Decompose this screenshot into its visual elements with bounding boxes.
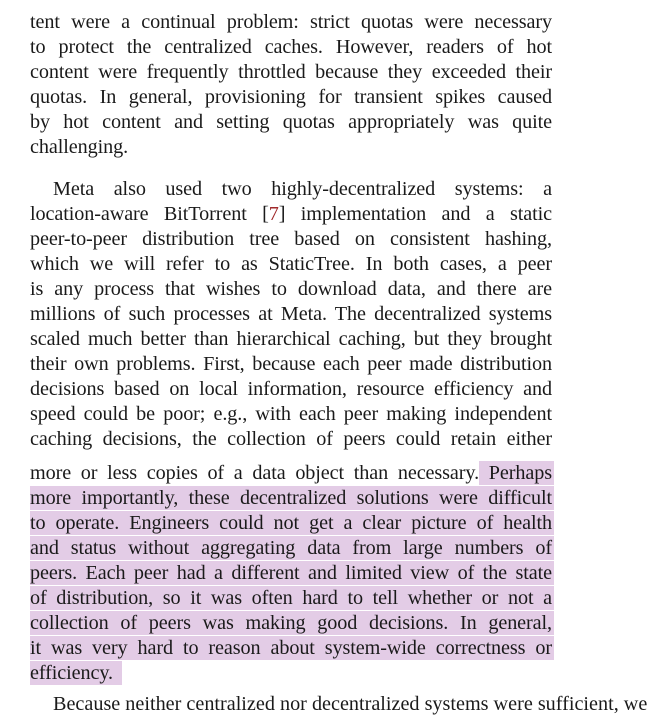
highlighted-line: to operate. Engineers could not get a clear picture of health xyxy=(30,512,552,534)
text-line: challenging. xyxy=(30,136,129,158)
text-line: decisions based on local information, resource efficiency and xyxy=(30,378,552,400)
text-line: by hot content and setting quotas appropriately was quite xyxy=(30,111,552,133)
text-line xyxy=(30,461,552,485)
highlighted-line: and status without aggregating data from large numbers of xyxy=(30,537,552,559)
highlighted-line: more importantly, these decentralized solutions were difficult xyxy=(30,487,552,509)
cut-off-text-line xyxy=(30,692,647,715)
text-line: speed could be poor; e.g., with each peer making independent xyxy=(30,403,552,425)
text-line xyxy=(30,202,552,226)
text-line: millions of such processes at Meta. The decentralized systems xyxy=(30,303,552,325)
highlighted-line: efficiency. xyxy=(30,662,113,684)
text-line: scaled much better than hierarchical caching, but they brought xyxy=(30,328,552,350)
highlighted-span: Perhaps xyxy=(488,462,552,484)
text-span: more or less copies of a data object than necessary. xyxy=(30,462,480,484)
text-span: Because neither centralized nor decentralized systems were sufficient, we xyxy=(53,693,647,715)
text-span: ] implementation and a static xyxy=(278,203,552,225)
text-line: Meta also used two highly-decentralized systems: a xyxy=(53,178,552,200)
highlighted-line: peers. Each peer had a different and limited view of the state xyxy=(30,562,552,584)
text-line: is any process that wishes to download data, and there are xyxy=(30,278,552,300)
text-line: quotas. In general, provisioning for transient spikes caused xyxy=(30,86,552,108)
text-line: to protect the centralized caches. However, readers of hot xyxy=(30,36,552,58)
text-line: caching decisions, the collection of peers could retain either xyxy=(30,428,552,450)
text-line: content were frequently throttled because they exceeded their xyxy=(30,61,552,83)
highlighted-line: of distribution, so it was often hard to tell whether or not a xyxy=(30,587,552,609)
highlighted-line: it was very hard to reason about system-wide correctness or xyxy=(30,637,552,659)
text-line: their own problems. First, because each peer made distribution xyxy=(30,353,552,375)
text-line: peer-to-peer distribution tree based on consistent hashing, xyxy=(30,228,552,250)
text-line: which we will refer to as StaticTree. In both cases, a peer xyxy=(30,253,552,275)
text-line: tent were a continual problem: strict quotas were necessary xyxy=(30,11,552,33)
text-span: location-aware BitTorrent [ xyxy=(30,203,269,225)
citation-link[interactable]: 7 xyxy=(268,203,279,225)
highlighted-line: collection of peers was making good decisions. In general, xyxy=(30,612,552,634)
